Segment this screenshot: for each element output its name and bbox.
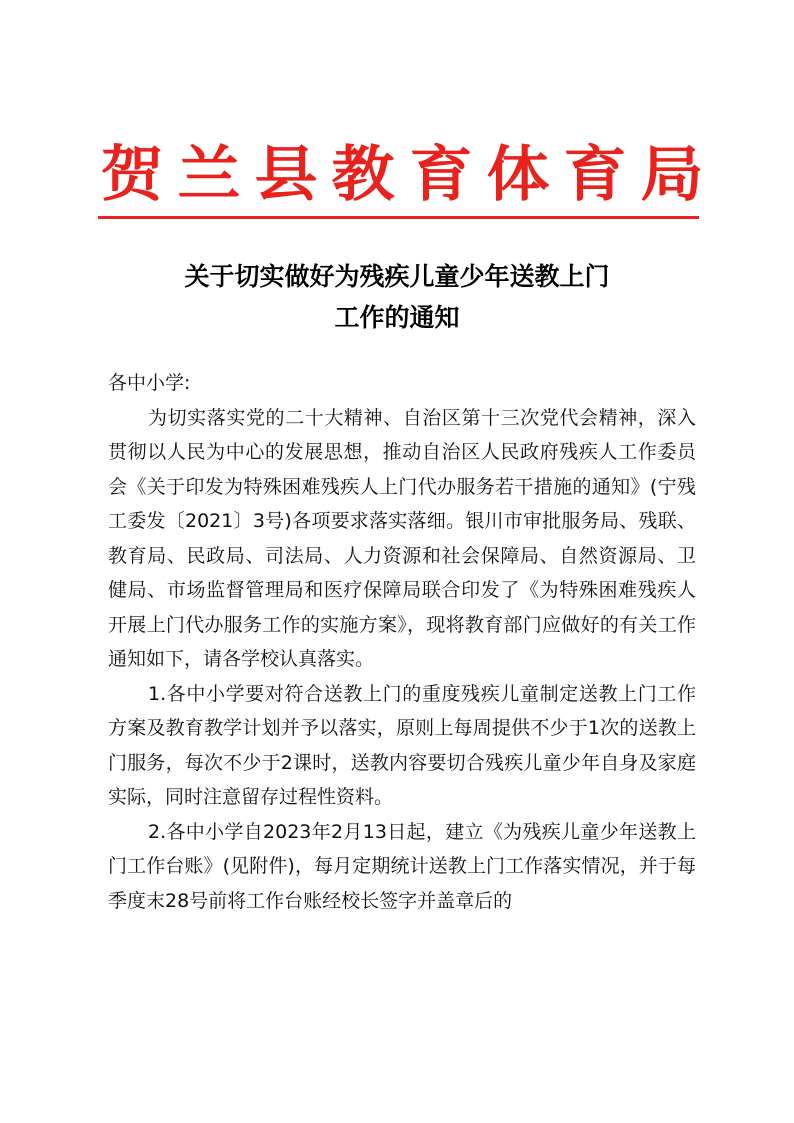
letterhead-char: 贺 xyxy=(100,140,164,210)
letterhead-char: 局 xyxy=(640,140,704,210)
notice-title-line-2: 工作的通知 xyxy=(334,303,460,332)
notice-body xyxy=(108,366,696,918)
letterhead-char: 育 xyxy=(563,140,627,210)
letterhead-divider xyxy=(98,216,699,219)
salutation: 各中小学: xyxy=(108,372,191,394)
letterhead-char: 教 xyxy=(331,140,395,210)
notice-title-line-1: 关于切实做好为残疾儿童少年送教上门 xyxy=(184,262,610,291)
letterhead-title xyxy=(102,140,702,210)
body-paragraph-item-2: 2.各中小学自2023年2月13日起，建立《为残疾儿童少年送教上门工作台账》(见附件)，每月定期统计送教上门工作落实情况，并于每季度末28号前将工作台账经校长签字并盖章后的 xyxy=(108,820,696,912)
letterhead-char: 育 xyxy=(409,140,473,210)
letterhead-char: 体 xyxy=(486,140,550,210)
notice-title xyxy=(100,256,694,338)
body-paragraph-intro: 为切实落实党的二十大精神、自治区第十三次党代会精神，深入贯彻以人民为中心的发展思想，推动自治区人民政府残疾人工作委员会《关于印发为特殊困难残疾人上门代办服务若干措施的通知》(宁残工委发〔2021〕3号)各项要求落实落细。银川市审批服务局、残联、教育局、民政局、司法局、人力资源和社会保障局、自然资源局、卫健局、市场监督管理局和医疗保障局联合印发了《为特殊困难残疾人开展上门代办服务工作的实施方案》，现将教育部门应做好的有关工作通知如下，请各学校认真落实。 xyxy=(108,406,696,670)
letterhead-char: 县 xyxy=(254,140,318,210)
body-paragraph-item-1: 1.各中小学要对符合送教上门的重度残疾儿童制定送教上门工作方案及教育教学计划并予以落实，原则上每周提供不少于1次的送教上门服务，每次不少于2课时，送教内容要切合残疾儿童少年自身及家庭实际，同时注意留存过程性资料。 xyxy=(108,682,696,808)
letterhead-char: 兰 xyxy=(177,140,241,210)
